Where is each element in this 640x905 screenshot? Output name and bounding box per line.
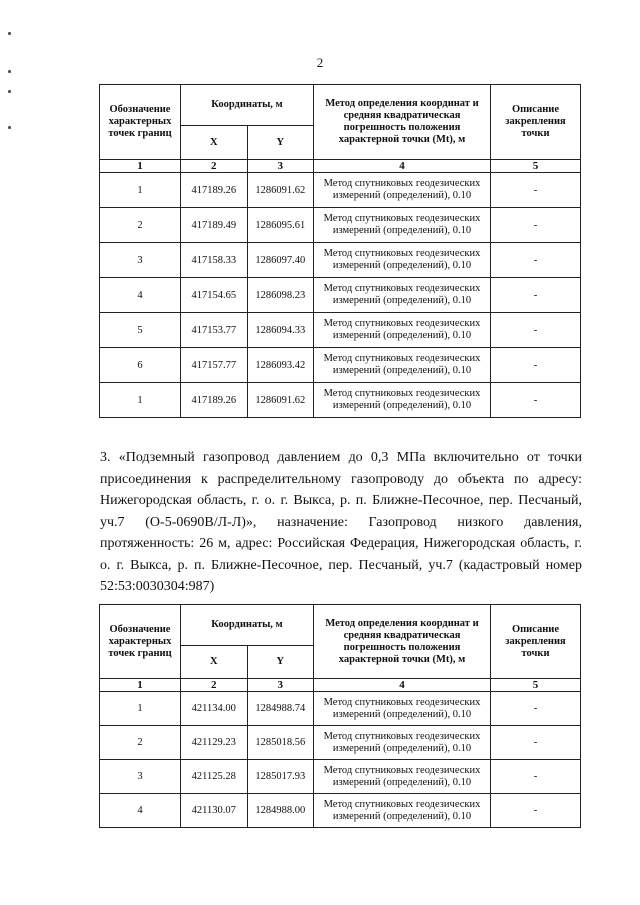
point-designation-cell: 1 <box>100 173 181 208</box>
y-coordinate-cell: 1286091.62 <box>247 173 314 208</box>
table-row <box>100 348 581 383</box>
description-cell: - <box>491 760 581 794</box>
description-cell: - <box>491 692 581 726</box>
table-row <box>100 692 581 726</box>
x-coordinate-cell: 417189.26 <box>181 173 248 208</box>
method-cell: Метод спутниковых геодезических измерений (определений), 0.10 <box>314 692 491 726</box>
object-description-paragraph: 3. «Подземный газопровод давлением до 0,3 МПа включительно от точки присоединения к распределительному газопроводу до объекта по адресу: Нижегородская область, г. о. г. Выкса, р. п. Ближне-Песочное, пер. Песчаный, уч.7 (О-5-0690В/Л-Л)», назначение: Газопровод низкого давления, протяженность: 26 м, адрес: Российская Федерация, Нижегородская область, г. о. г. Выкса, р. п. Ближне-Песочное, пер. Песчаный, уч.7 (кадастровый номер 52:53:0030304:987) <box>100 450 582 594</box>
point-designation-cell: 2 <box>100 726 181 760</box>
description-cell: - <box>491 348 581 383</box>
description-cell: - <box>491 794 581 828</box>
y-coordinate-cell: 1286098.23 <box>247 278 314 313</box>
description-cell: - <box>491 726 581 760</box>
scan-speck <box>8 126 11 129</box>
point-designation-cell: 2 <box>100 208 181 243</box>
method-cell: Метод спутниковых геодезических измерений (определений), 0.10 <box>314 348 491 383</box>
y-coordinate-cell: 1286097.40 <box>247 243 314 278</box>
y-coordinate-cell: 1286094.33 <box>247 313 314 348</box>
y-coordinate-cell: 1286095.61 <box>247 208 314 243</box>
description-cell: - <box>491 208 581 243</box>
table-row <box>100 760 581 794</box>
method-cell: Метод спутниковых геодезических измерений (определений), 0.10 <box>314 173 491 208</box>
y-coordinate-cell: 1284988.00 <box>247 794 314 828</box>
description-cell: - <box>491 278 581 313</box>
method-cell: Метод спутниковых геодезических измерений (определений), 0.10 <box>314 278 491 313</box>
point-designation-cell: 5 <box>100 313 181 348</box>
y-coordinate-cell: 1285018.56 <box>247 726 314 760</box>
x-coordinate-cell: 421125.28 <box>181 760 248 794</box>
column-number: 4 <box>314 679 491 692</box>
coordinates-table-1 <box>99 84 581 418</box>
x-coordinate-cell: 421129.23 <box>181 726 248 760</box>
header-y: Y <box>247 646 314 679</box>
x-coordinate-cell: 417154.65 <box>181 278 248 313</box>
header-x: X <box>181 126 248 160</box>
coordinates-table-2 <box>99 604 581 828</box>
header-x: X <box>181 646 248 679</box>
column-number: 2 <box>181 160 248 173</box>
table-row <box>100 243 581 278</box>
scan-speck <box>8 32 11 35</box>
header-designation: Обозначение характерных точек границ <box>100 85 181 160</box>
table-row <box>100 383 581 418</box>
x-coordinate-cell: 417189.26 <box>181 383 248 418</box>
column-number: 3 <box>247 160 314 173</box>
header-description: Описание закрепления точки <box>491 605 581 679</box>
table-row <box>100 173 581 208</box>
scan-speck <box>8 90 11 93</box>
y-coordinate-cell: 1285017.93 <box>247 760 314 794</box>
table-row <box>100 726 581 760</box>
header-y: Y <box>247 126 314 160</box>
y-coordinate-cell: 1286091.62 <box>247 383 314 418</box>
x-coordinate-cell: 417157.77 <box>181 348 248 383</box>
method-cell: Метод спутниковых геодезических измерений (определений), 0.10 <box>314 383 491 418</box>
y-coordinate-cell: 1286093.42 <box>247 348 314 383</box>
page-number: 2 <box>316 55 324 70</box>
description-cell: - <box>491 243 581 278</box>
column-number: 5 <box>491 679 581 692</box>
x-coordinate-cell: 421130.07 <box>181 794 248 828</box>
column-number: 1 <box>100 679 181 692</box>
column-number: 1 <box>100 160 181 173</box>
header-coordinates: Координаты, м <box>181 85 314 126</box>
method-cell: Метод спутниковых геодезических измерений (определений), 0.10 <box>314 313 491 348</box>
table-row <box>100 278 581 313</box>
column-number: 3 <box>247 679 314 692</box>
description-cell: - <box>491 383 581 418</box>
header-method: Метод определения координат и средняя квадратическая погрешность положения характерной точки (Mt), м <box>314 605 491 679</box>
header-method: Метод определения координат и средняя квадратическая погрешность положения характерной точки (Mt), м <box>314 85 491 160</box>
header-coordinates: Координаты, м <box>181 605 314 646</box>
description-cell: - <box>491 313 581 348</box>
column-number: 5 <box>491 160 581 173</box>
x-coordinate-cell: 417153.77 <box>181 313 248 348</box>
table-row <box>100 794 581 828</box>
description-cell: - <box>491 173 581 208</box>
column-number: 2 <box>181 679 248 692</box>
x-coordinate-cell: 417189.49 <box>181 208 248 243</box>
method-cell: Метод спутниковых геодезических измерений (определений), 0.10 <box>314 794 491 828</box>
y-coordinate-cell: 1284988.74 <box>247 692 314 726</box>
column-number: 4 <box>314 160 491 173</box>
header-designation: Обозначение характерных точек границ <box>100 605 181 679</box>
x-coordinate-cell: 421134.00 <box>181 692 248 726</box>
point-designation-cell: 1 <box>100 383 181 418</box>
point-designation-cell: 3 <box>100 760 181 794</box>
point-designation-cell: 3 <box>100 243 181 278</box>
column-numbers-row <box>100 679 581 692</box>
point-designation-cell: 4 <box>100 278 181 313</box>
header-description: Описание закрепления точки <box>491 85 581 160</box>
column-numbers-row <box>100 160 581 173</box>
point-designation-cell: 6 <box>100 348 181 383</box>
table-row <box>100 208 581 243</box>
method-cell: Метод спутниковых геодезических измерений (определений), 0.10 <box>314 243 491 278</box>
method-cell: Метод спутниковых геодезических измерений (определений), 0.10 <box>314 726 491 760</box>
point-designation-cell: 4 <box>100 794 181 828</box>
method-cell: Метод спутниковых геодезических измерений (определений), 0.10 <box>314 208 491 243</box>
table-row <box>100 313 581 348</box>
x-coordinate-cell: 417158.33 <box>181 243 248 278</box>
method-cell: Метод спутниковых геодезических измерений (определений), 0.10 <box>314 760 491 794</box>
point-designation-cell: 1 <box>100 692 181 726</box>
